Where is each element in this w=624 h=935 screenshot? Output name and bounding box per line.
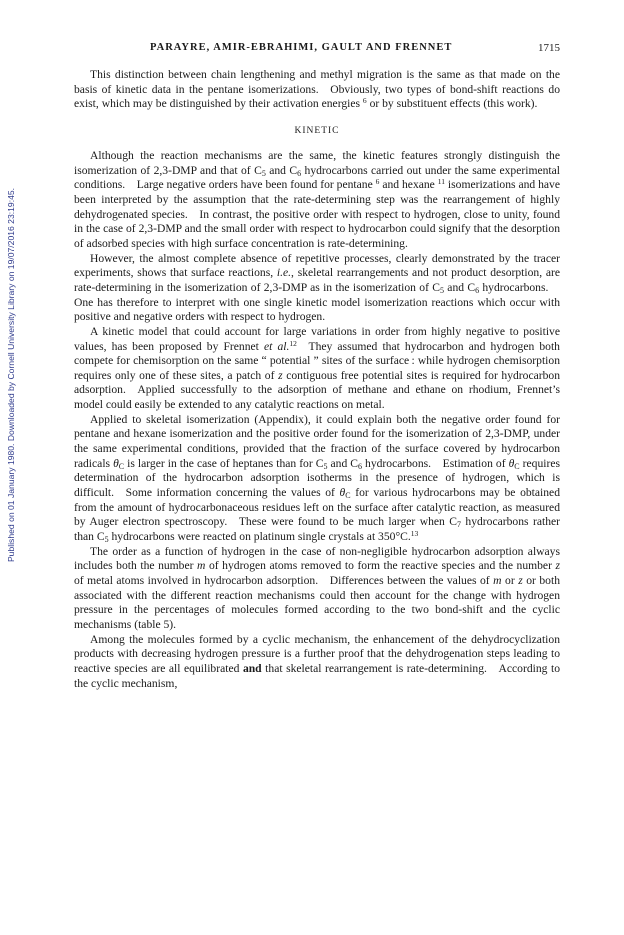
paragraph-6: The order as a function of hydrogen in the case of non-negligible hydrocarbon adsorption always includes both the number m of hydrogen atoms removed to form the reactive species and the number z of metal atoms involved in hydrocarbon adsorption. Differences between the values of m or z or both associated with the different reaction mechanisms could then account for the change with hydrogen pressure in the percentages of molecules formed according to the two bond-shift and the cyclic mechanisms (table 5). [74,544,561,631]
paragraph-7: Among the molecules formed by a cyclic mechanism, the enhancement of the dehydrocyclization products with decreasing hydrogen pressure is a further proof that the dehydrogenation steps leading to reactive species are all equilibrated and that skeletal rearrangement is rate-determining. According to the cyclic mechanism, [74,632,560,690]
reference-6: 6 [362,96,367,106]
reference-6: 6 [375,177,380,187]
page-number: 1715 [538,42,560,54]
paragraph-3: However, the almost complete absence of repetitive processes, clearly demonstrated by the tracer experiments, shows that surface reactions, i.e., skeletal rearrangements and not product desorption, are rate-determining in the isomerization of 2,3-DMP as in the isomerization of $C_5$ and $C_6$ hydrocarbons. One has therefore to interpret with one single kinetic model isomerization reactions which occur with positive and negative orders with respect to hydrogen. [74,251,560,324]
running-title: PARAYRE, AMIR-EBRAHIMI, GAULT AND FRENNET [150,42,453,53]
page-header [76,42,560,60]
paragraph-2: Although the reaction mechanisms are the same, the kinetic features strongly distinguish the isomerization of 2,3-DMP and that of $C_5$ and $C_6$ hydrocarbons carried out under the same experimental conditions. Large negative orders have been found for pentane $^6$ and hexane $^{11}$ isomerizations and have been interpreted by the assumption that the rate-determining step was the rearrangement of highly dehydrogenated species. In contrast, the positive order with respect to hydrogen, close to unity, found in the case of 2,3-DMP and the small order with respect to hydrocarbon could signify that the desorption of adsorbed species with high surface concentration is rate-determining. [74,148,561,250]
reference-11: 11 [437,177,445,187]
sidebar-wrap [0,150,22,600]
download-notice[interactable]: Published on 01 January 1980. Downloaded by Cornell University Library on 19/07/2016 23:19:45. [6,187,16,563]
paragraph-1: This distinction between chain lengthening and methyl migration is the same as that made on the basis of kinetic data in the pentane isomerizations. Obviously, two types of bond-shift reactions do exist, which may be distinguished by their activation energies $^6$ or by substituent effects (this work). [74,68,560,111]
section-heading: KINETIC [294,125,340,136]
article-body [74,68,560,691]
reference-12: 12 [289,338,297,348]
reference-13: 13 [410,529,419,539]
paragraph-4: A kinetic model that could account for large variations in order from highly negative to positive values, has been proposed by Frennet et al.$^{12}$ They assumed that hydrocarbon and hydrogen both compete for chemisorption on the same “ potential ” sites of the surface : while hydrogen chemisorption requires only one of these sites, a patch of z contiguous free potential sites is required for hydrocarbon adsorption. Applied successfully to the adsorption of methane and ethane on rhodium, Frennet’s model could easily be extended to any catalytic reactions on metal. [74,324,560,412]
paragraph-5: Applied to skeletal isomerization (Appendix), it could explain both the negative order found for pentane and hexane isomerization and the positive order found for the isomerization of 2,3-DMP, under the same experimental conditions, provided that the fraction of the surface covered by hydrocarbon radicals $\theta_C$ is larger in the case of heptanes than for $C_5$ and $C_6$ hydrocarbons. Estimation of $\theta_C$ requires determination of the hydrocarbon adsorption isotherms in the presence of hydrogen, which is difficult. Some information concerning the values of $\theta_C$ for various hydrocarbons may be obtained from the amount of hydrocarbonaceous residues left on the surface after catalytic reaction, as measured by Auger electron spectroscopy. These were found to be much larger when $C_7$ hydrocarbons rather than $C_5$ hydrocarbons were reacted on platinum single crystals at 350°C.$^{13}$ [74,412,560,545]
